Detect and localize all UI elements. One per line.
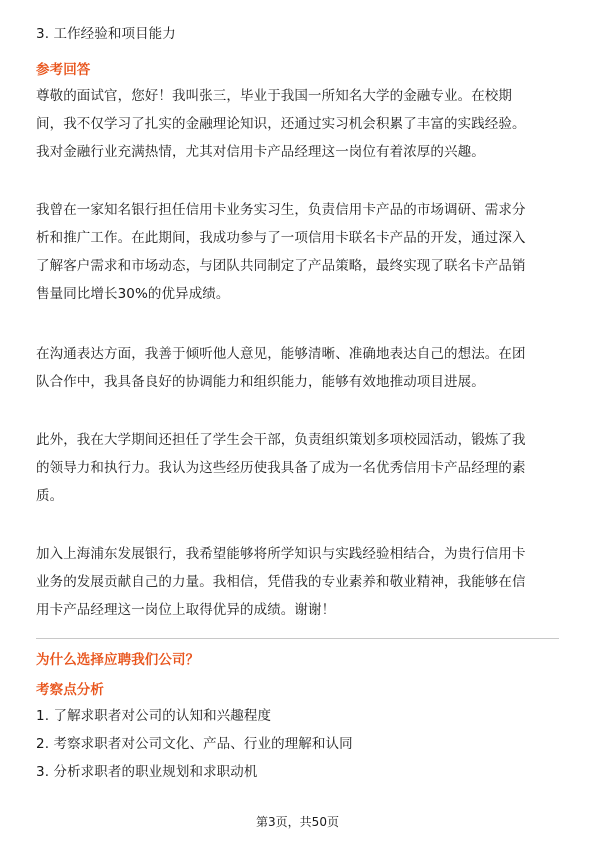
paragraph-line: 队合作中，我具备良好的协调能力和组织能力，能够有效地推动项目进展。: [36, 374, 485, 390]
paragraph-line: 质。: [36, 488, 64, 504]
answer-heading: 参考回答: [36, 62, 91, 78]
analysis-item: 1. 了解求职者对公司的认知和兴趣程度: [36, 708, 272, 724]
paragraph-line: 间，我不仅学习了扎实的金融理论知识，还通过实习机会积累了丰富的实践经验。: [36, 116, 526, 132]
paragraph-line: 我曾在一家知名银行担任信用卡业务实习生，负责信用卡产品的市场调研、需求分: [36, 202, 526, 218]
analysis-item: 3. 分析求职者的职业规划和求职动机: [36, 764, 258, 780]
paragraph-line: 的领导力和执行力。我认为这些经历使我具备了成为一名优秀信用卡产品经理的素: [36, 460, 526, 476]
paragraph-line: 在沟通表达方面，我善于倾听他人意见，能够清晰、准确地表达自己的想法。在团: [36, 346, 526, 362]
analysis-heading: 考察点分析: [36, 682, 104, 698]
analysis-item: 2. 考察求职者对公司文化、产品、行业的理解和认同: [36, 736, 353, 752]
paragraph-line: 此外，我在大学期间还担任了学生会干部，负责组织策划多项校园活动，锻炼了我: [36, 432, 526, 448]
section-title: 3. 工作经验和项目能力: [36, 26, 176, 42]
section-divider: [36, 638, 559, 639]
paragraph-line: 加入上海浦东发展银行，我希望能够将所学知识与实践经验相结合，为贵行信用卡: [36, 546, 526, 562]
paragraph-line: 售量同比增长30%的优异成绩。: [36, 286, 230, 302]
paragraph-line: 尊敬的面试官，您好！我叫张三，毕业于我国一所知名大学的金融专业。在校期: [36, 88, 512, 104]
paragraph-line: 用卡产品经理这一岗位上取得优异的成绩。谢谢！: [36, 602, 336, 618]
paragraph-line: 我对金融行业充满热情，尤其对信用卡产品经理这一岗位有着浓厚的兴趣。: [36, 144, 485, 160]
paragraph-line: 业务的发展贡献自己的力量。我相信，凭借我的专业素养和敬业精神，我能够在信: [36, 574, 526, 590]
paragraph-line: 了解客户需求和市场动态，与团队共同制定了产品策略，最终实现了联名卡产品销: [36, 258, 526, 274]
next-question-title: 为什么选择应聘我们公司？: [36, 652, 200, 668]
page-number-footer: 第3页，共50页: [256, 815, 339, 829]
paragraph-line: 析和推广工作。在此期间，我成功参与了一项信用卡联名卡产品的开发，通过深入: [36, 230, 526, 246]
